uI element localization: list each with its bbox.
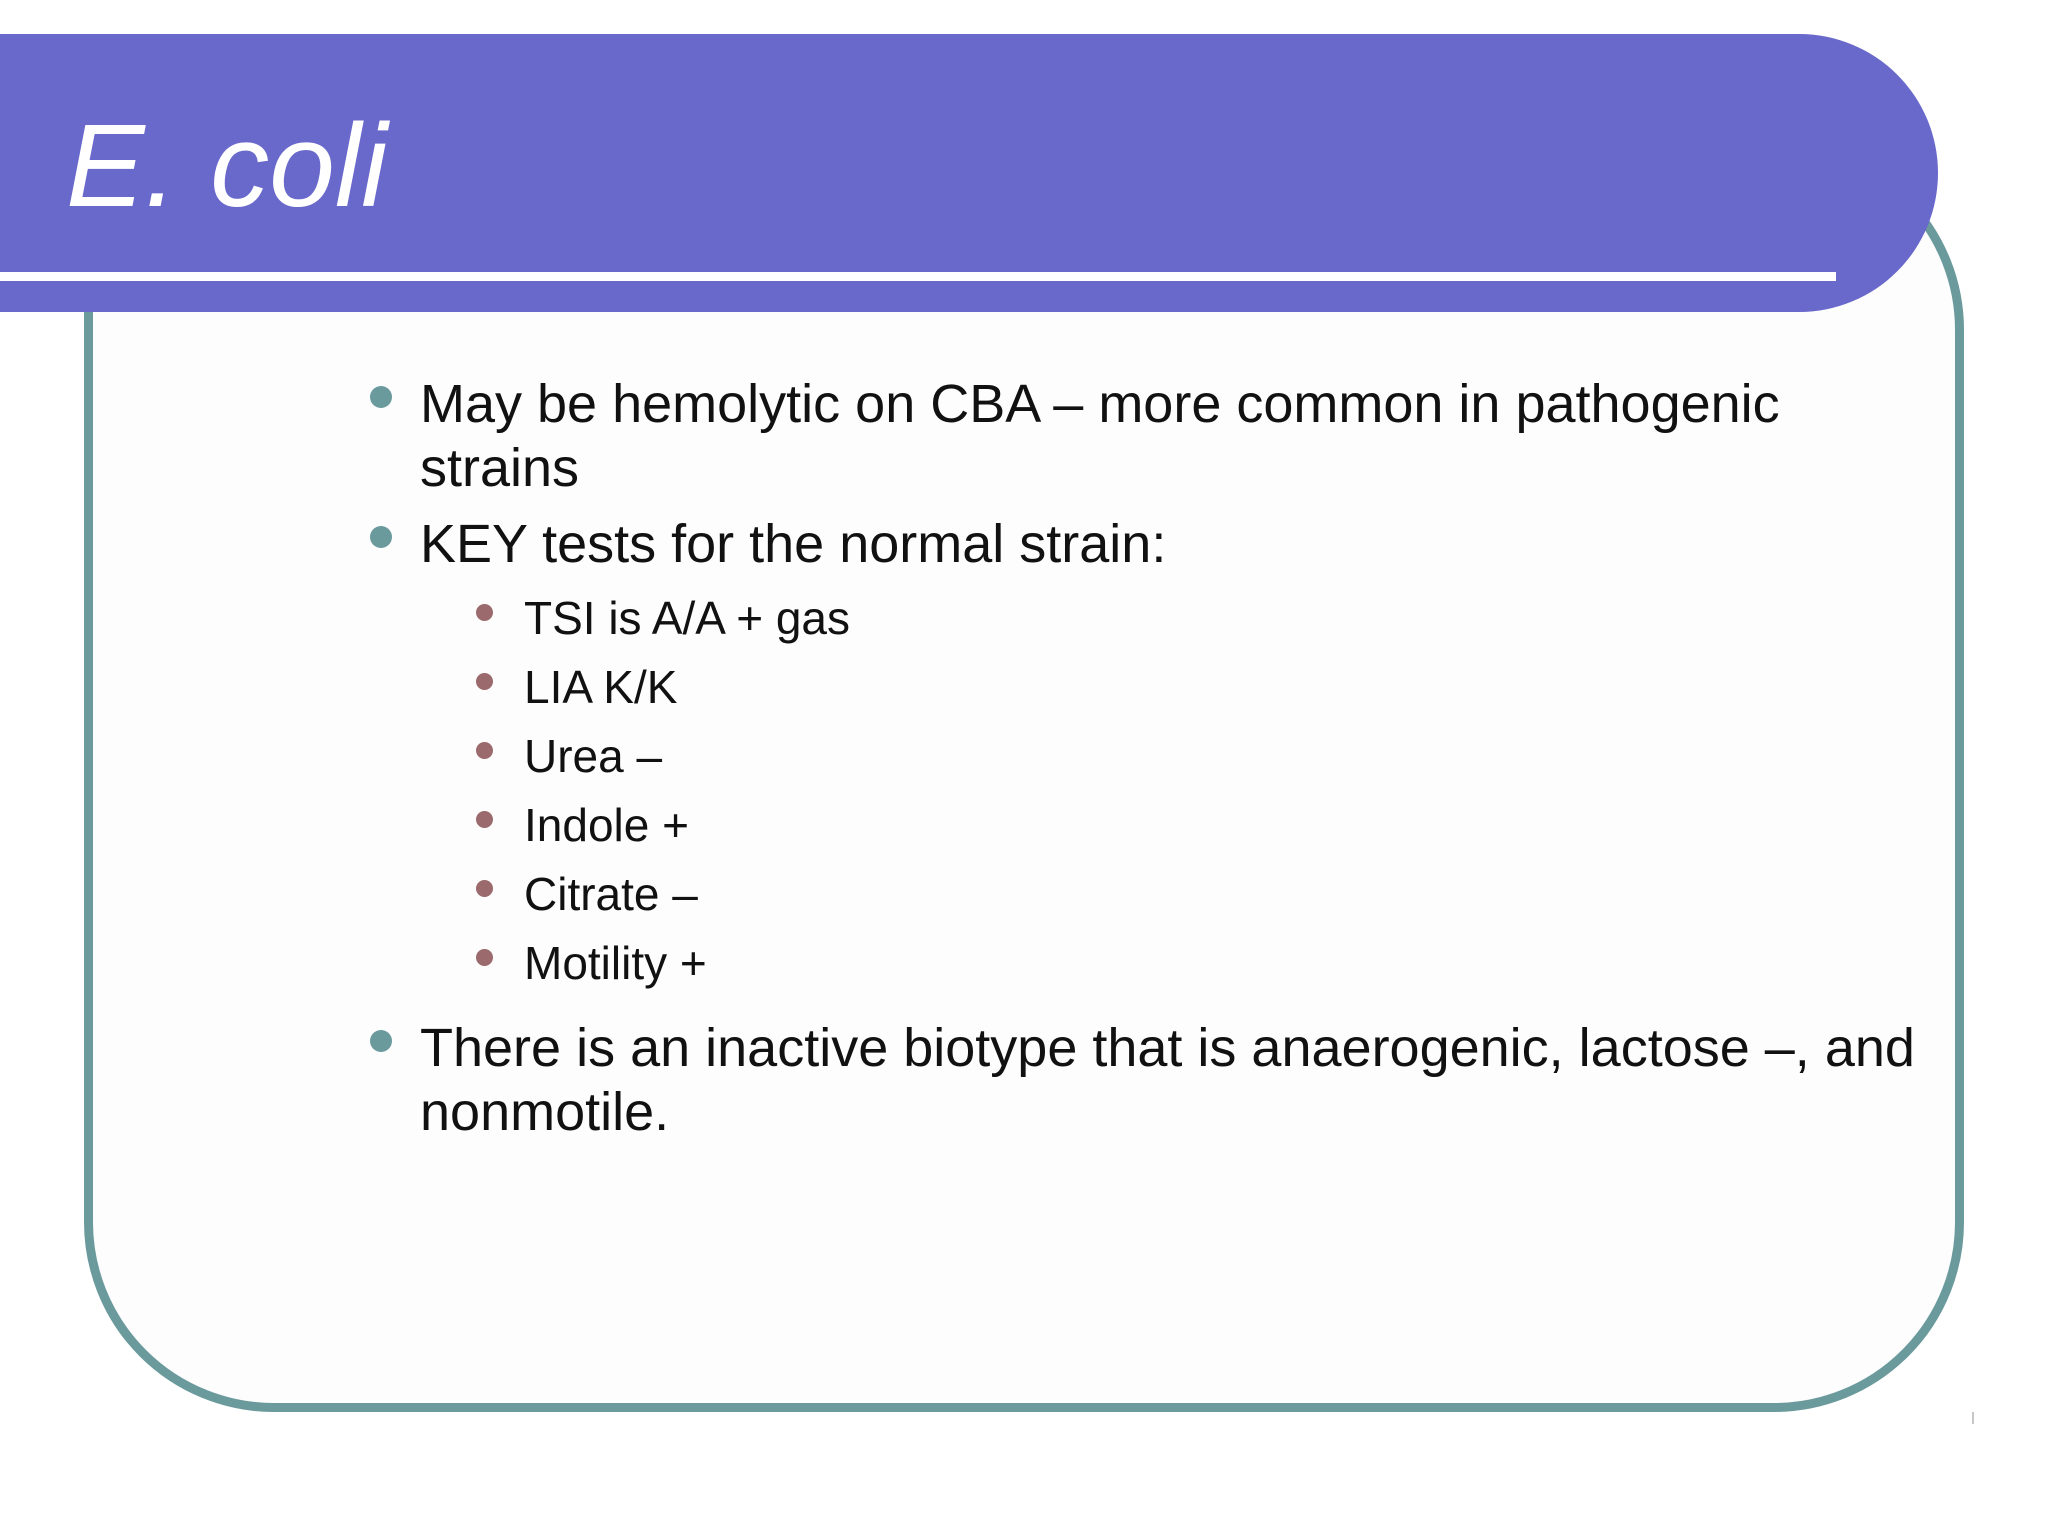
sub-bullet-item	[368, 728, 1928, 797]
sub-bullet-text: TSI is A/A + gas	[524, 592, 850, 644]
sub-bullet-dot-icon	[476, 949, 493, 966]
slide-title: E. coli	[66, 100, 388, 232]
bullet-text: KEY tests for the normal strain:	[420, 514, 1167, 574]
title-divider	[0, 272, 1836, 281]
sub-bullet-dot-icon	[476, 880, 493, 897]
sub-bullet-text: Motility +	[524, 937, 707, 989]
sub-bullet-dot-icon	[476, 673, 493, 690]
sub-bullet-text: LIA K/K	[524, 661, 678, 713]
page-mark	[1972, 1412, 1974, 1424]
sub-bullet-item	[368, 590, 1928, 659]
sub-bullet-item	[368, 659, 1928, 728]
sub-bullet-dot-icon	[476, 742, 493, 759]
bullet-text: May be hemolytic on CBA – more common in pathogenic strains	[420, 374, 1780, 498]
sub-bullet-text: Indole +	[524, 799, 689, 851]
sub-bullet-text: Citrate –	[524, 868, 698, 920]
bullet-item	[368, 1016, 1928, 1144]
bullet-dot-icon	[370, 386, 392, 408]
sub-bullet-item	[368, 866, 1928, 935]
sub-bullet-list	[420, 590, 1928, 1004]
bullet-dot-icon	[370, 526, 392, 548]
bullet-item	[368, 372, 1928, 500]
bullet-text: There is an inactive biotype that is anaerogenic, lactose –, and nonmotile.	[420, 1018, 1915, 1142]
sub-bullet-dot-icon	[476, 604, 493, 621]
bullet-list	[368, 372, 1928, 1156]
sub-bullet-dot-icon	[476, 811, 493, 828]
sub-bullet-text: Urea –	[524, 730, 663, 782]
bullet-dot-icon	[370, 1030, 392, 1052]
bullet-item	[368, 512, 1928, 1004]
sub-bullet-item	[368, 797, 1928, 866]
sub-bullet-item	[368, 935, 1928, 1004]
